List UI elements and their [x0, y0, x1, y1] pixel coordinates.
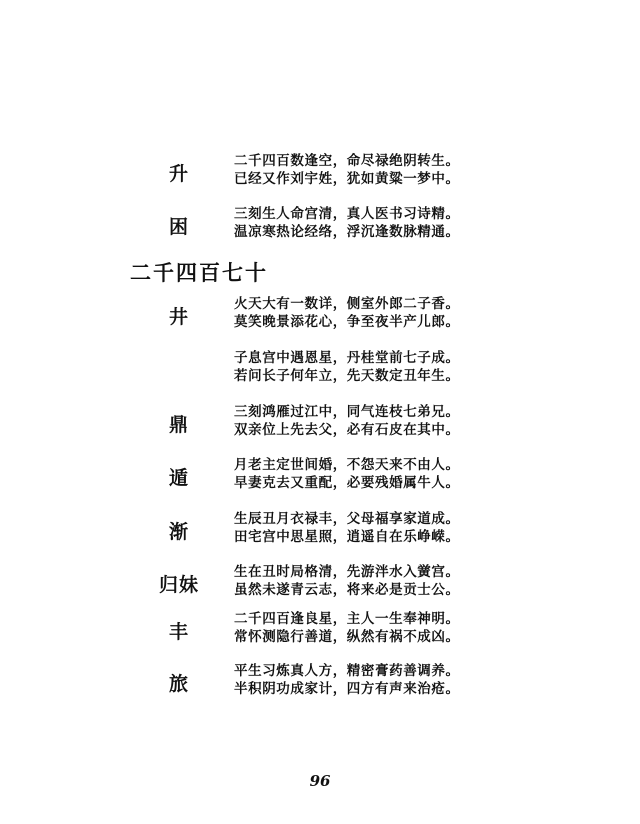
verse-line: 生辰丑月衣禄丰，父母福享家道成。 [234, 511, 460, 527]
verse-line: 温凉寒热论经络，浮沉逢数脉精通。 [234, 224, 460, 240]
verse-lines [234, 563, 460, 599]
verse-lines [234, 662, 460, 698]
verse-line: 莫笑晚景添花心，争至夜半产儿郎。 [234, 314, 460, 330]
verse-line: 子息宫中遇恩星，丹桂堂前七子成。 [234, 350, 460, 366]
verse-line: 三刻鸿雁过江中，同气连枝七弟兄。 [234, 404, 460, 420]
verse-entry-lv [0, 662, 640, 712]
verse-line: 虽然未遂青云志，将来必是贡士公。 [234, 582, 460, 598]
verse-line: 双亲位上先去父，必有石皮在其中。 [234, 422, 460, 438]
verse-lines [234, 295, 460, 331]
verse-entry-feng [0, 610, 640, 660]
verse-line: 月老主定世间婚，不怨天来不由人。 [234, 457, 460, 473]
verse-lines [234, 610, 460, 646]
verse-entry-jing [0, 295, 640, 345]
verse-lines [234, 403, 460, 439]
verse-line: 平生习炼真人方，精密膏药善调养。 [234, 663, 460, 679]
verse-line: 火天大有一数详，侧室外郎二子香。 [234, 296, 460, 312]
verse-line: 半积阴功成家计，四方有声来治疮。 [234, 681, 460, 697]
verse-entry-sheng [0, 152, 640, 202]
hexagram-label: 渐 [168, 521, 189, 543]
verse-entry-continued [0, 349, 640, 399]
verse-lines [234, 152, 460, 188]
hexagram-label: 旅 [168, 673, 189, 695]
verse-entry-ding [0, 403, 640, 453]
hexagram-label: 鼎 [168, 414, 189, 436]
verse-line: 已经又作刘宇姓，犹如黄粱一梦中。 [234, 171, 460, 187]
page-number: 96 [309, 772, 331, 790]
hexagram-label: 遁 [168, 467, 189, 489]
verse-line: 二千四百数逢空，命尽禄绝阴转生。 [234, 153, 460, 169]
hexagram-label: 丰 [168, 621, 189, 643]
verse-lines [234, 456, 460, 492]
verse-line: 三刻生人命宫清，真人医书习诗精。 [234, 206, 460, 222]
hexagram-label: 归妹 [158, 574, 199, 596]
verse-line: 田宅宫中思星照，逍遥自在乐峥嵘。 [234, 529, 460, 545]
verse-entry-dun [0, 456, 640, 506]
verse-line: 二千四百逢良星，主人一生奉神明。 [234, 611, 460, 627]
verse-line: 早妻克去又重配，必要残婚属牛人。 [234, 475, 460, 491]
verse-line: 常怀测隐行善道，纵然有祸不成凶。 [234, 629, 460, 645]
verse-entry-jian [0, 510, 640, 560]
hexagram-label: 升 [168, 163, 189, 185]
hexagram-label: 井 [168, 306, 189, 328]
verse-entry-kun [0, 205, 640, 255]
verse-lines [234, 349, 460, 385]
verse-line: 若问长子何年立，先天数定丑年生。 [234, 368, 460, 384]
hexagram-label: 困 [168, 216, 189, 238]
section-heading: 二千四百七十 [130, 260, 268, 285]
verse-entry-guimei [0, 563, 640, 613]
verse-lines [234, 205, 460, 241]
verse-line: 生在丑时局格清，先游泮水入黉宫。 [234, 564, 460, 580]
verse-lines [234, 510, 460, 546]
